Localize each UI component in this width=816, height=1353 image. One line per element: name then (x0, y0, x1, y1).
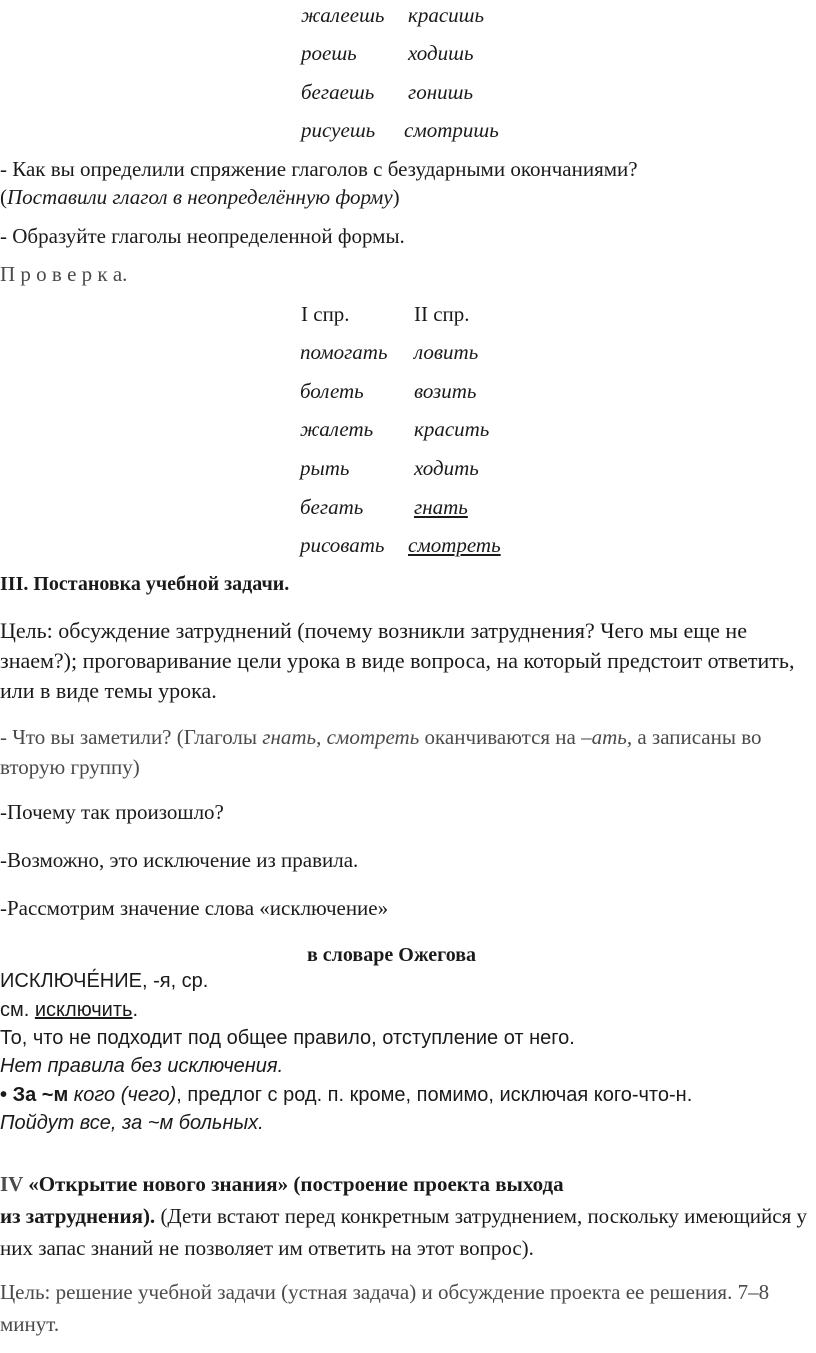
inf-c1: бегать (300, 495, 364, 519)
dict-link[interactable]: исключить (34, 999, 133, 1021)
inf-c1: болеть (300, 379, 364, 403)
inf-c2: ловить (414, 340, 479, 364)
verb-c2: красишь (408, 3, 485, 27)
phrase: За ~м (12, 1084, 69, 1106)
section-4-title: «Открытие нового знания» (построение проекта выхода (22, 1172, 564, 1196)
goal-2: Цель: решение учебной задачи (устная задача) и обсуждение проекта ее решения. 7–8 минут. (0, 1280, 770, 1336)
dict-phrase (0, 1084, 692, 1107)
ending: –ать, (581, 725, 633, 749)
verb-c1: жалеешь (301, 3, 385, 27)
maybe-exception: -Возможно, это исключение из правила. (0, 848, 359, 872)
inf-c1: жалеть (300, 417, 374, 441)
dict-see (0, 999, 138, 1022)
verbs: гнать, смотреть (262, 725, 420, 749)
text: см. (0, 999, 35, 1021)
dict-headword: ИСКЛЮЧЕ́НИЕ, -я, ср. (0, 970, 209, 992)
goal-1: Цель: обсуждение затруднений (почему возникли затруднения? Чего мы еще не знаем?); проговаривание цели урока в виде вопроса, на который предстоит ответить, или в виде темы урока. (0, 618, 795, 703)
section-4-title-end: из затруднения). (0, 1204, 156, 1228)
section-4-number: IV (0, 1172, 23, 1196)
verb-c2: ходишь (408, 41, 474, 65)
dict-definition: То, что не подходит под общее правило, отступление от него. (0, 1027, 575, 1049)
consider-meaning: -Рассмотрим значение слова «исключение» (0, 896, 389, 920)
inf-c2-exception: гнать (414, 495, 468, 519)
text: - Что вы заметили? (Глаголы (0, 725, 263, 749)
check-heading: П р о в е р к а. (0, 262, 128, 286)
text: оканчиваются на (419, 725, 582, 749)
paren-close: ) (392, 185, 400, 209)
phrase-gov: кого (чего) (68, 1084, 177, 1106)
question-noticed (0, 722, 800, 782)
inf-c1: помогать (300, 340, 388, 364)
verb-c1: бегаешь (301, 80, 375, 104)
bullet: • (0, 1084, 13, 1106)
verb-c1: рисуешь (301, 118, 376, 142)
inf-c1: рисовать (300, 533, 385, 557)
text: а записаны во вторую группу) (0, 725, 762, 779)
section-4 (0, 1168, 816, 1264)
section-3-title: III. Постановка учебной задачи. (0, 573, 290, 595)
answer-text: Поставили глагол в неопределённую форму (7, 185, 393, 209)
answer-conjugation (0, 185, 400, 210)
dict-example-2: Пойдут все, за ~м больных. (0, 1112, 264, 1134)
verb-c2: смотришь (404, 118, 499, 142)
verb-c1: роешь (301, 41, 357, 65)
question-conjugation: - Как вы определили спряжение глаголов с безударными окончаниями? (0, 157, 638, 181)
task-infinitive: - Образуйте глаголы неопределенной формы. (0, 224, 405, 248)
inf-c2: возить (414, 379, 477, 403)
col-head-2: II спр. (414, 302, 470, 326)
paren-open: ( (0, 185, 7, 209)
verb-c2: гонишь (408, 80, 474, 104)
dict-example-1: Нет правила без исключения. (0, 1055, 284, 1077)
text: , предлог с род. п. кроме, помимо, исключая кого-что-н. (176, 1084, 693, 1106)
inf-c2: красить (414, 417, 490, 441)
question-why: -Почему так произошло? (0, 800, 224, 824)
dictionary-title: в словаре Ожегова (307, 944, 477, 966)
inf-c2-exception: смотреть (408, 533, 501, 557)
section-4-desc: (Дети встают перед конкретным затруднением, поскольку имеющийся у них запас знаний не позволяет им ответить на этот вопрос). (0, 1204, 808, 1260)
inf-c1: рыть (300, 456, 350, 480)
col-head-1: I спр. (301, 302, 350, 326)
inf-c2: ходить (414, 456, 479, 480)
text: . (132, 999, 138, 1021)
